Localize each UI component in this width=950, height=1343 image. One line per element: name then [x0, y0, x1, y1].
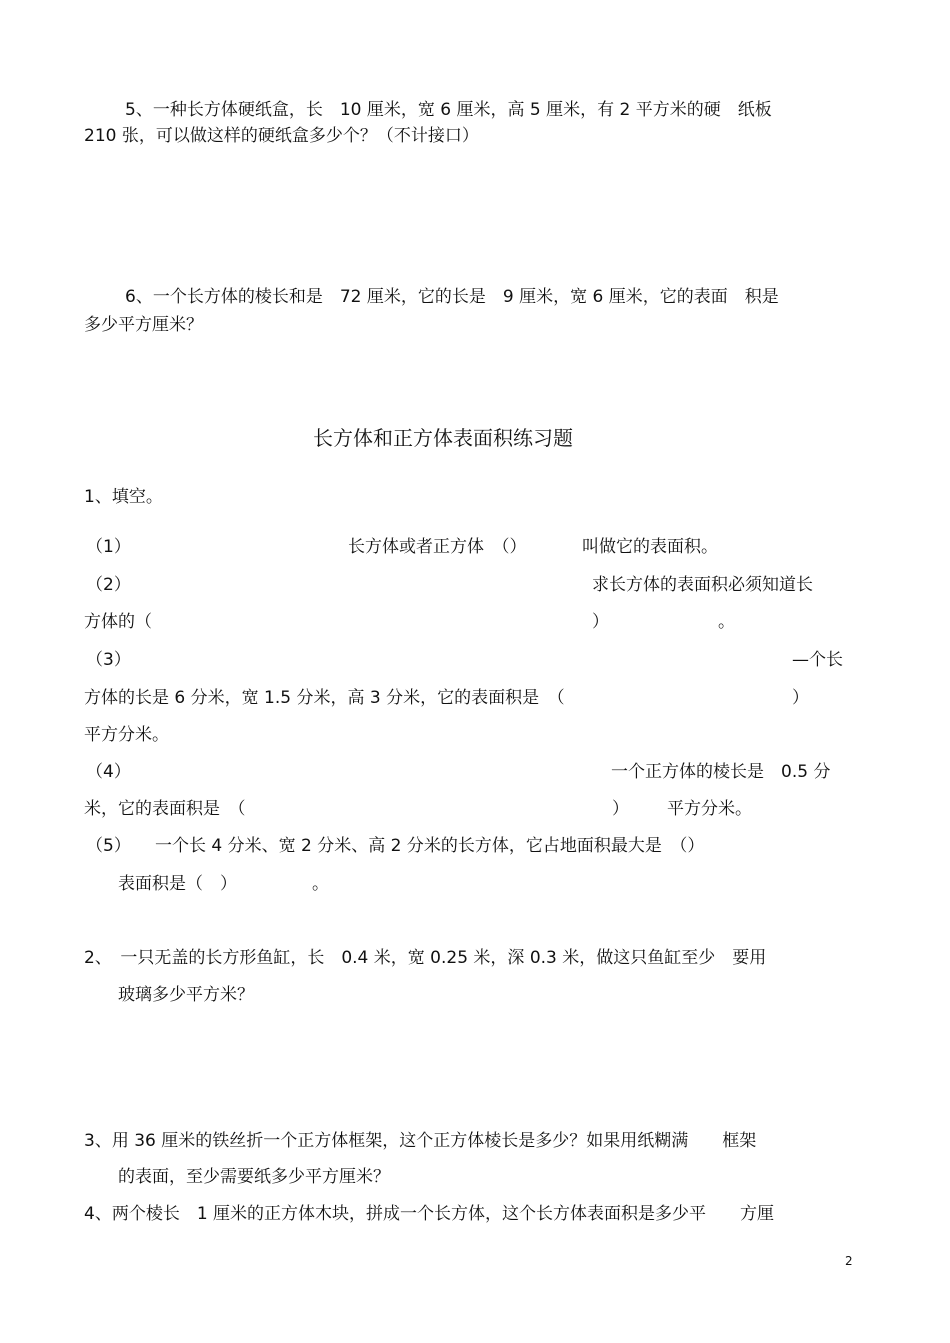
q6-line2: 多少平方厘米？: [84, 315, 203, 335]
item2-b: 方体的（: [84, 612, 152, 632]
item5-b: 表面积是（ ）: [118, 874, 237, 894]
item3-b: 方体的长是 6 分米，宽 1.5 分米，高 3 分米，它的表面积是 （: [84, 688, 565, 708]
item3-a: —个长: [792, 650, 843, 670]
item3-num: （3）: [86, 650, 131, 670]
item5-c: 。: [312, 874, 329, 894]
item2-c: ）: [592, 612, 609, 632]
q3-line2: 的表面，至少需要纸多少平方厘米？: [118, 1167, 390, 1187]
item1-b: 叫做它的表面积。: [582, 537, 718, 557]
page-title: 长方体和正方体表面积练习题: [313, 426, 573, 450]
item2-a: 求长方体的表面积必须知道长: [592, 575, 813, 595]
item5-a: 一个长 4 分米、宽 2 分米、高 2 分米的长方体，它占地面积最大是 （）: [155, 836, 705, 856]
item5-num: （5）: [86, 836, 131, 856]
item3-d: 平方分米。: [84, 725, 169, 745]
item4-a: 一个正方体的棱长是 0.5 分: [611, 762, 831, 782]
page-number: 2: [845, 1254, 853, 1268]
q5-line1: 5、一种长方体硬纸盒，长 10 厘米，宽 6 厘米，高 5 厘米，有 2 平方米的硬 纸板: [125, 100, 772, 120]
q6-line1: 6、一个长方体的棱长和是 72 厘米，它的长是 9 厘米，宽 6 厘米，它的表面 积是: [125, 287, 779, 307]
q2-line2: 玻璃多少平方米？: [118, 985, 254, 1005]
item3-c: ）: [792, 688, 809, 708]
section1-heading: 1、填空。: [84, 487, 163, 507]
q5-line2: 210 张，可以做这样的硬纸盒多少个？（不计接口）: [84, 126, 479, 146]
q2-line1: 2、 一只无盖的长方形鱼缸，长 0.4 米，宽 0.25 米，深 0.3 米，做这只鱼缸至少 要用: [84, 948, 767, 968]
item4-d: 平方分米。: [667, 799, 752, 819]
item4-c: ）: [612, 799, 629, 819]
item2-d: 。: [718, 612, 735, 632]
item2-num: （2）: [86, 575, 131, 595]
item1-num: （1）: [86, 537, 131, 557]
q4-line1: 4、两个棱长 1 厘米的正方体木块，拼成一个长方体，这个长方体表面积是多少平 方厘: [84, 1204, 775, 1224]
item1-a: 长方体或者正方体 （）: [348, 537, 527, 557]
item4-b: 米，它的表面积是 （: [84, 799, 246, 819]
q3-line1: 3、用 36 厘米的铁丝折一个正方体框架，这个正方体棱长是多少？如果用纸糊满 框架: [84, 1131, 757, 1151]
item4-num: （4）: [86, 762, 131, 782]
